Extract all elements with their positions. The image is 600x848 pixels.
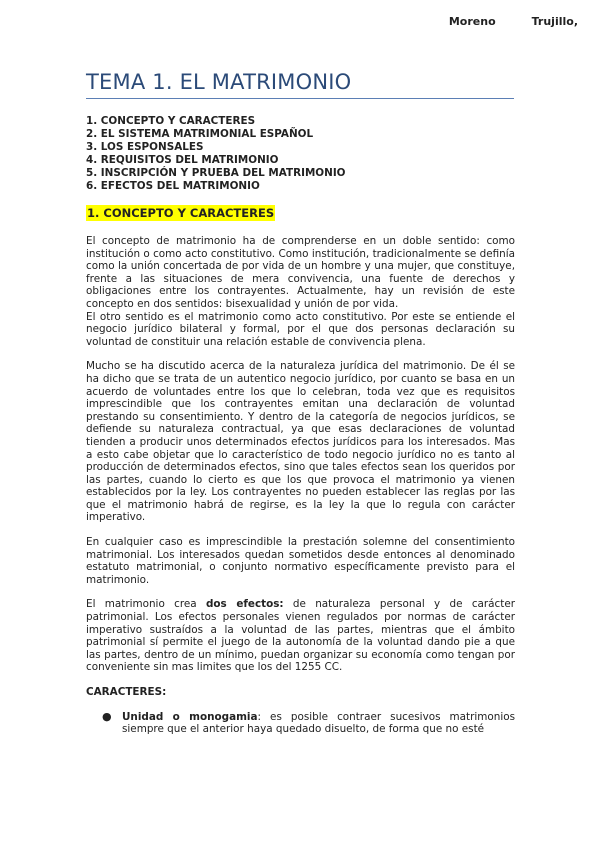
caracteres-list: [86, 711, 515, 736]
toc-item: 3. LOS ESPONSALES: [86, 141, 204, 153]
paragraph: En cualquier caso es imprescindible la prestación solemne del consentimiento matrimonial. Los interesados quedan sometidos desde entonces al denominado estatuto matrimonial, o conjunto normativo específicamente previsto para el matrimonio.: [86, 536, 515, 586]
toc-item: 4. REQUISITOS DEL MATRIMONIO: [86, 154, 279, 166]
bold-phrase: dos efectos:: [205, 598, 284, 611]
document-title: TEMA 1. EL MATRIMONIO: [86, 70, 352, 94]
paragraph-text: El matrimonio crea: [86, 598, 206, 611]
header-surname-2: Trujillo,: [531, 15, 578, 28]
paragraph: El otro sentido es el matrimonio como acto constitutivo. Por este se entiende el negocio jurídico bilateral y formal, por el que dos personas declaración su voluntad de constituir una relación estable de convivencia plena.: [86, 310, 515, 348]
toc-item: 5. INSCRIPCIÓN Y PRUEBA DEL MATRIMONIO: [86, 167, 346, 179]
caracteres-heading: CARACTERES:: [86, 686, 167, 698]
list-item: [102, 709, 515, 736]
bullet-text: : es posible contraer sucesivos matrimonios siempre que el anterior haya quedado disuelto, de forma que no esté: [122, 710, 515, 736]
paragraph: [86, 598, 515, 674]
table-of-contents: [86, 115, 516, 193]
title-underline: [86, 98, 514, 99]
paragraph-text: de naturaleza personal y de carácter patrimonial. Los efectos personales vienen regulados por normas de carácter imperativo sustraídos a la voluntad de las partes, mientras que el ámbito patrimonial sí permite el juego de la autonomía de la voluntad dando pie a que las partes, dentro de un mínimo, puedan organizar su economía como tengan por conveniente sin mas limites que los del 1255 CC.: [86, 598, 515, 674]
toc-item: 1. CONCEPTO Y CARACTERES: [86, 115, 256, 127]
paragraph: El concepto de matrimonio ha de comprenderse en un doble sentido: como institución o como acto constitutivo. Como institución, tradicionalmente se definía como la unión concertada de por vida de un hombre y una mujer, que constituye, frente a las situaciones de mera convivencia, una fuente de derechos y obligaciones entre los contrayentes. Actualmente, hay un revisión de este concepto en dos sentidos: bisexualidad y unión de por vida.: [86, 235, 515, 310]
header-surname-1: Moreno: [448, 15, 496, 28]
section-heading: 1. CONCEPTO Y CARACTERES: [87, 206, 275, 220]
document-body: [86, 235, 515, 736]
toc-item: 2. EL SISTEMA MATRIMONIAL ESPAÑOL: [86, 128, 314, 140]
bullet-term: Unidad o monogamia: [122, 710, 258, 723]
toc-item: 6. EFECTOS DEL MATRIMONIO: [86, 180, 260, 192]
bullet-icon: ●: [102, 709, 112, 723]
page-header: [449, 15, 578, 28]
paragraph: Mucho se ha discutido acerca de la naturaleza jurídica del matrimonio. De él se ha dicho que se trata de un autentico negocio jurídico, por cuanto se basa en un acuerdo de voluntades entre los que lo celebran, toda vez que es requisitos imprescindible que los contrayentes emitan una declaración de voluntad prestando su consentimiento. Y dentro de la categoría de negocios jurídicos, se defiende su naturaleza contractual, ya que esas declaraciones de voluntad tienden a producir unos determinados efectos jurídicos para los interesados. Mas a esto cabe objetar que lo característico de todo negocio jurídico no es tanto al producción de determinados efectos, sino que tales efectos sean los queridos por las partes, cuando lo cierto es que los que provoca el matrimonio ya vienen establecidos por la ley. Los contrayentes no pueden establecer las reglas por las que el matrimonio habrá de regirse, es la ley la que lo regula con carácter imperativo.: [86, 360, 515, 524]
